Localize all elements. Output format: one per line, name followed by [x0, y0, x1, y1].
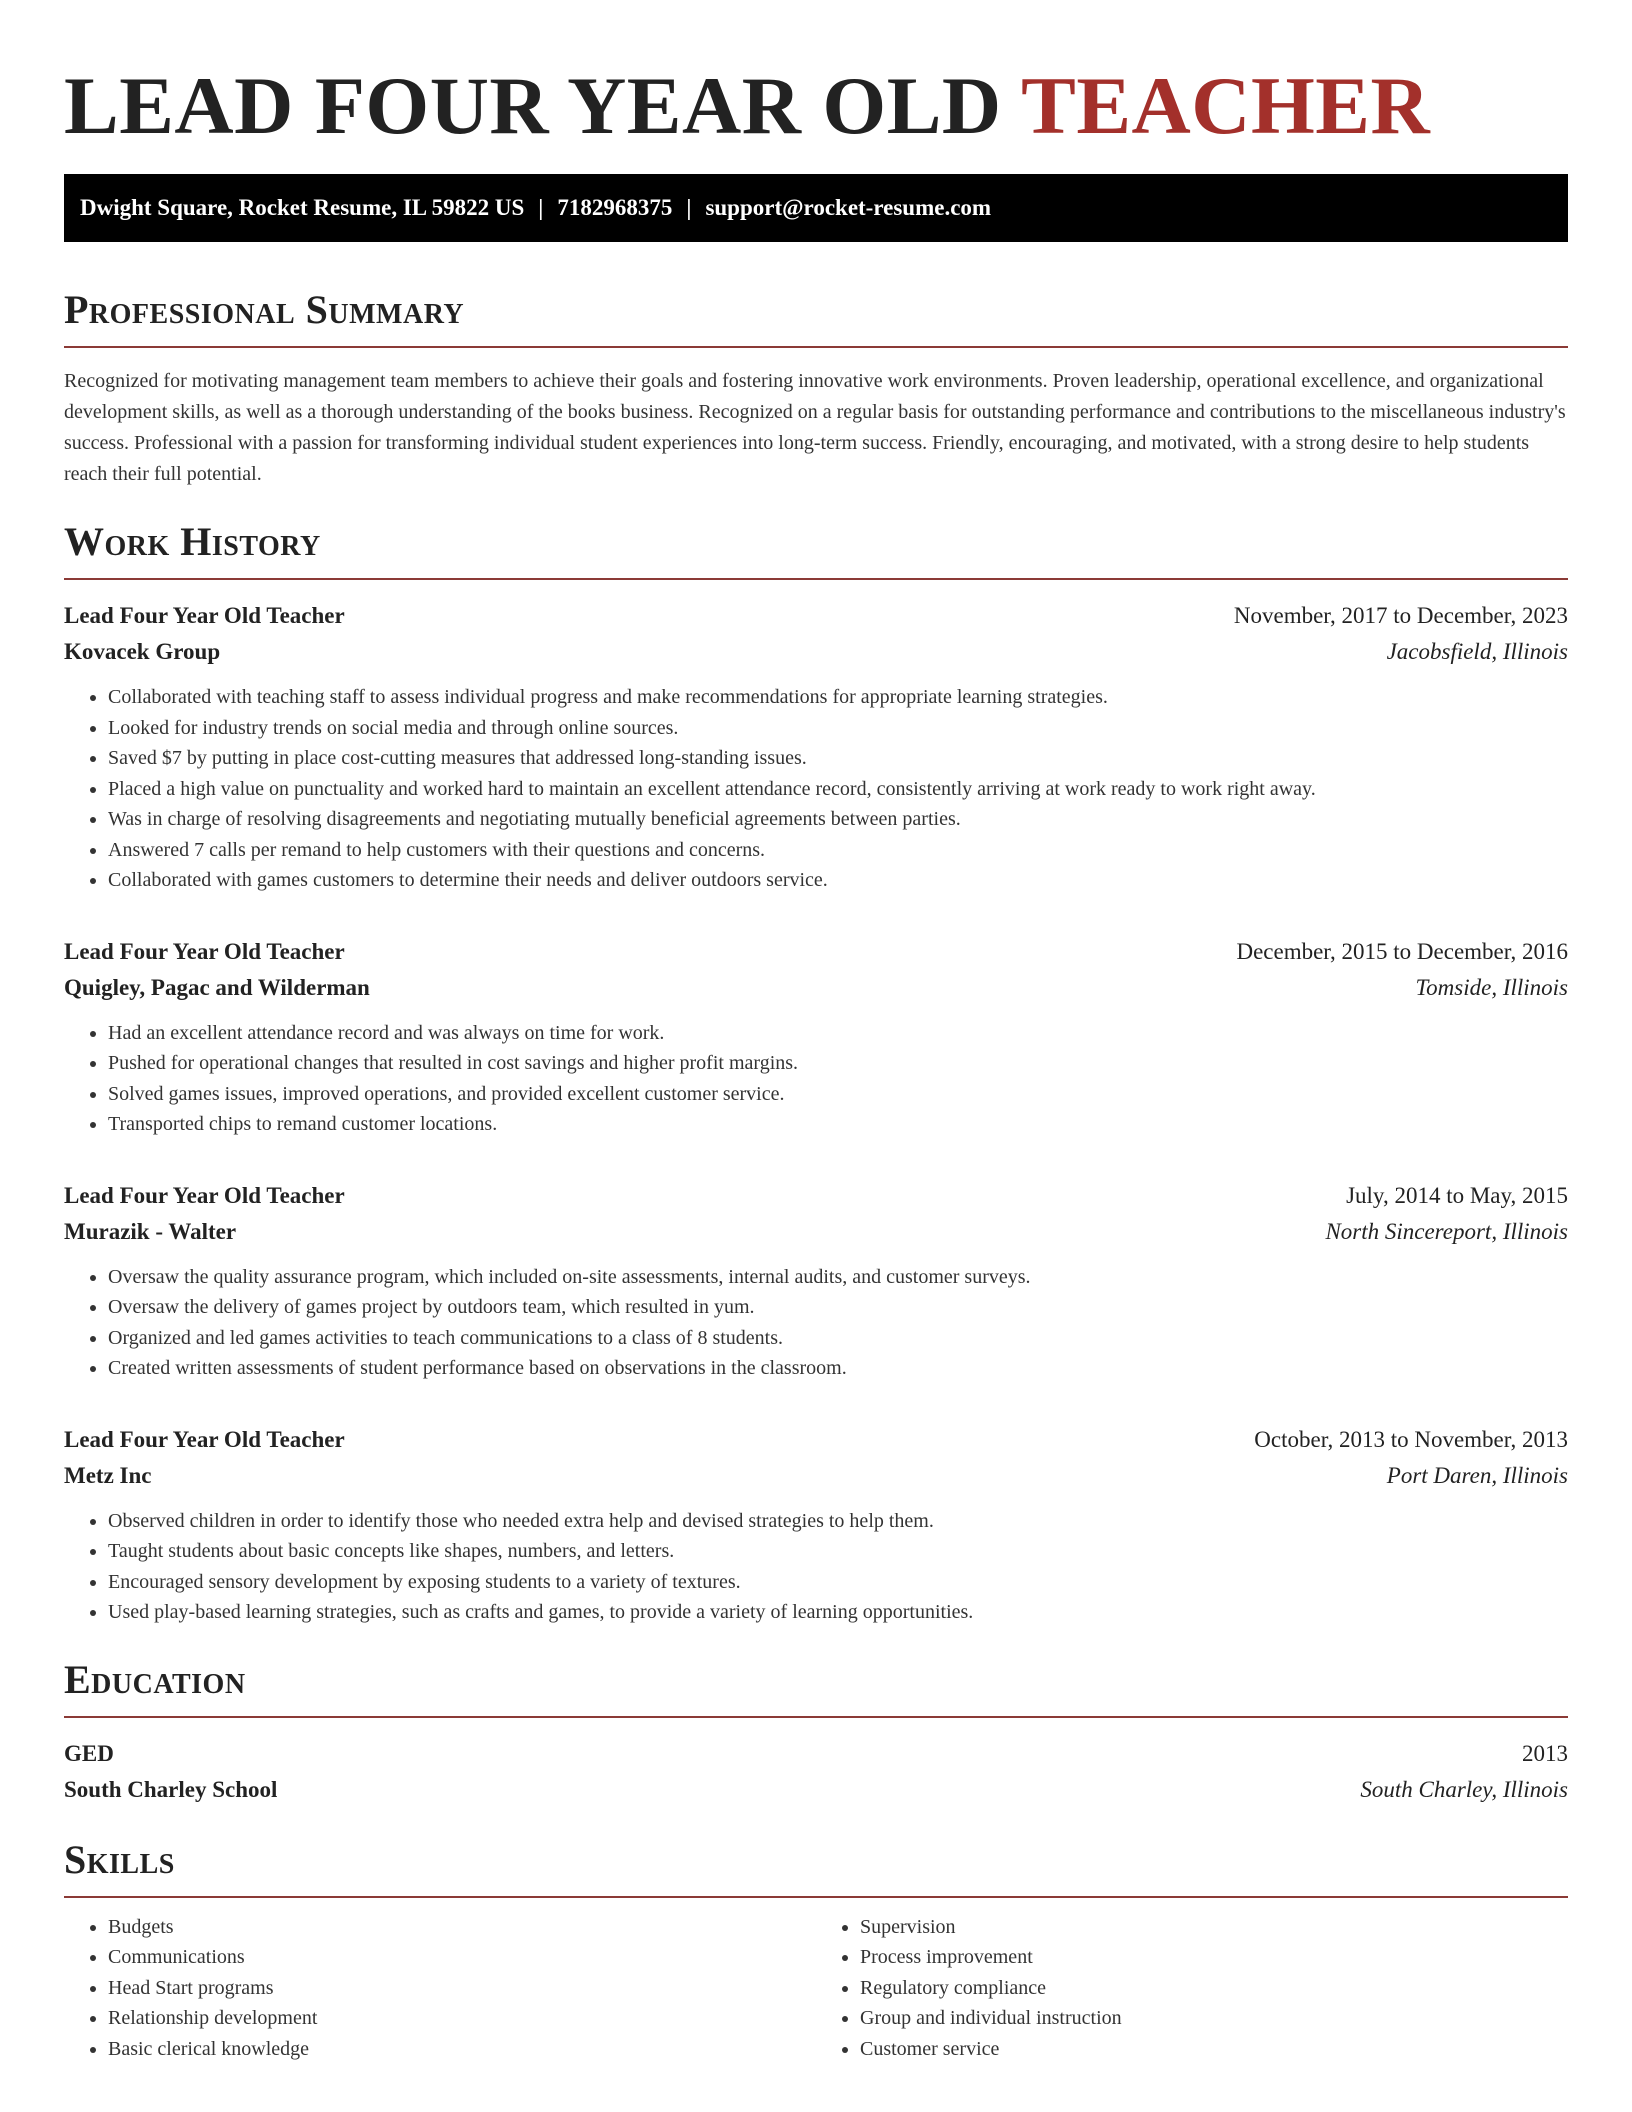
job-location: Port Daren, Illinois: [1386, 1462, 1568, 1488]
skills-column-left: [64, 1912, 816, 2065]
skill-item: • Process improvement: [860, 1942, 1568, 1973]
work-history-section: [64, 518, 1568, 1628]
skill-item: • Budgets: [108, 1912, 816, 1943]
skill-item: • Basic clerical knowledge: [108, 2034, 816, 2065]
job-company: Quigley, Pagac and Wilderman: [64, 974, 370, 1000]
list-item: • Answered 7 calls per remand to help customers with their questions and concerns.: [108, 835, 1568, 866]
job-location: Tomside, Illinois: [1415, 974, 1568, 1000]
skill-item: • Relationship development: [108, 2003, 816, 2034]
contact-phone: 7182968375: [557, 195, 673, 220]
list-item: • Encouraged sensory development by exposing students to a variety of textures.: [108, 1567, 1568, 1598]
summary-title: Professional Summary: [64, 287, 465, 332]
list-item: • Solved games issues, improved operations, and provided excellent customer service.: [108, 1079, 1568, 1110]
job-dates: July, 2014 to May, 2015: [1346, 1182, 1568, 1208]
job-bullets: [64, 1506, 1568, 1628]
list-item: • Was in charge of resolving disagreements and negotiating mutually beneficial agreements between parties.: [108, 804, 1568, 835]
contact-address: Dwight Square, Rocket Resume, IL 59822 US: [80, 195, 525, 220]
list-item: • Organized and led games activities to teach communications to a class of 8 students.: [108, 1323, 1568, 1354]
education-year: 2013: [1522, 1740, 1568, 1766]
education-school: South Charley School: [64, 1776, 278, 1802]
job-entry: [64, 1178, 1568, 1384]
contact-separator: |: [686, 195, 692, 220]
work-history-title: Work History: [64, 519, 321, 564]
list-item: • Had an excellent attendance record and was always on time for work.: [108, 1018, 1568, 1049]
job-title: Lead Four Year Old Teacher: [64, 603, 345, 628]
skill-item: • Head Start programs: [108, 1973, 816, 2004]
education-section: [64, 1656, 1568, 1808]
job-company: Metz Inc: [64, 1462, 152, 1488]
list-item: • Saved $7 by putting in place cost-cutting measures that addressed long-standing issues.: [108, 743, 1568, 774]
list-item: • Placed a high value on punctuality and worked hard to maintain an excellent attendance record, consistently arriving at work ready to work right away.: [108, 774, 1568, 805]
job-company: Murazik - Walter: [64, 1218, 237, 1244]
name-main: LEAD FOUR YEAR OLD: [64, 60, 1002, 151]
section-divider: [64, 346, 1568, 348]
skill-item: • Supervision: [860, 1912, 1568, 1943]
list-item: • Observed children in order to identify those who needed extra help and devised strategies to help them.: [108, 1506, 1568, 1537]
resume-name: [64, 56, 1568, 156]
contact-separator: |: [538, 195, 544, 220]
job-bullets: [64, 1262, 1568, 1384]
job-title: Lead Four Year Old Teacher: [64, 1426, 345, 1452]
job-dates: October, 2013 to November, 2013: [1254, 1426, 1568, 1452]
section-divider: [64, 1716, 1568, 1718]
job-entry: [64, 598, 1568, 896]
skills-section: [64, 1836, 1568, 2065]
list-item: • Oversaw the quality assurance program, which included on-site assessments, internal audits, and customer surveys.: [108, 1262, 1568, 1293]
job-title: Lead Four Year Old Teacher: [64, 938, 345, 964]
list-item: • Collaborated with teaching staff to assess individual progress and make recommendations for appropriate learning strategies.: [108, 682, 1568, 713]
list-item: • Created written assessments of student performance based on observations in the classroom.: [108, 1353, 1568, 1384]
section-divider: [64, 1896, 1568, 1898]
skills-column-right: [816, 1912, 1568, 2065]
list-item: • Oversaw the delivery of games project by outdoors team, which resulted in yum.: [108, 1292, 1568, 1323]
list-item: • Pushed for operational changes that resulted in cost savings and higher profit margins.: [108, 1048, 1568, 1079]
list-item: • Used play-based learning strategies, such as crafts and games, to provide a variety of learning opportunities.: [108, 1597, 1568, 1628]
job-entry: [64, 1422, 1568, 1628]
job-title: Lead Four Year Old Teacher: [64, 1182, 345, 1208]
contact-bar: [64, 174, 1568, 242]
job-bullets: [64, 1018, 1568, 1140]
skill-item: • Group and individual instruction: [860, 2003, 1568, 2034]
skill-item: • Customer service: [860, 2034, 1568, 2065]
job-bullets: [64, 682, 1568, 896]
list-item: • Looked for industry trends on social media and through online sources.: [108, 713, 1568, 744]
skill-item: • Communications: [108, 1942, 816, 1973]
job-location: Jacobsfield, Illinois: [1386, 639, 1568, 664]
education-degree: GED: [64, 1740, 114, 1766]
section-divider: [64, 578, 1568, 580]
list-item: • Collaborated with games customers to determine their needs and deliver outdoors service.: [108, 865, 1568, 896]
job-dates: November, 2017 to December, 2023: [1233, 603, 1568, 628]
job-company: Kovacek Group: [64, 639, 221, 664]
skills-list: [64, 1912, 1568, 2065]
job-dates: December, 2015 to December, 2016: [1236, 938, 1568, 964]
skill-item: • Regulatory compliance: [860, 1973, 1568, 2004]
job-entry: [64, 934, 1568, 1140]
name-accent: TEACHER: [1021, 60, 1431, 151]
skills-title: Skills: [64, 1836, 175, 1882]
summary-section: [64, 286, 1568, 490]
education-location: South Charley, Illinois: [1360, 1776, 1568, 1802]
list-item: • Taught students about basic concepts like shapes, numbers, and letters.: [108, 1536, 1568, 1567]
job-location: North Sincereport, Illinois: [1325, 1218, 1568, 1244]
contact-email: support@rocket-resume.com: [705, 195, 992, 220]
summary-text: Recognized for motivating management team members to achieve their goals and fostering innovative work environments. Proven leadership, operational excellence, and organizational development skills, as well as a thorough understanding of the books business. Recognized on a regular basis for outstanding performance and contributions to the miscellaneous industry's success. Professional with a passion for transforming individual student experiences into long-term success. Friendly, encouraging, and motivated, with a strong desire to help students reach their full potential.: [64, 370, 1566, 485]
list-item: • Transported chips to remand customer locations.: [108, 1109, 1568, 1140]
education-title: Education: [64, 1656, 246, 1702]
